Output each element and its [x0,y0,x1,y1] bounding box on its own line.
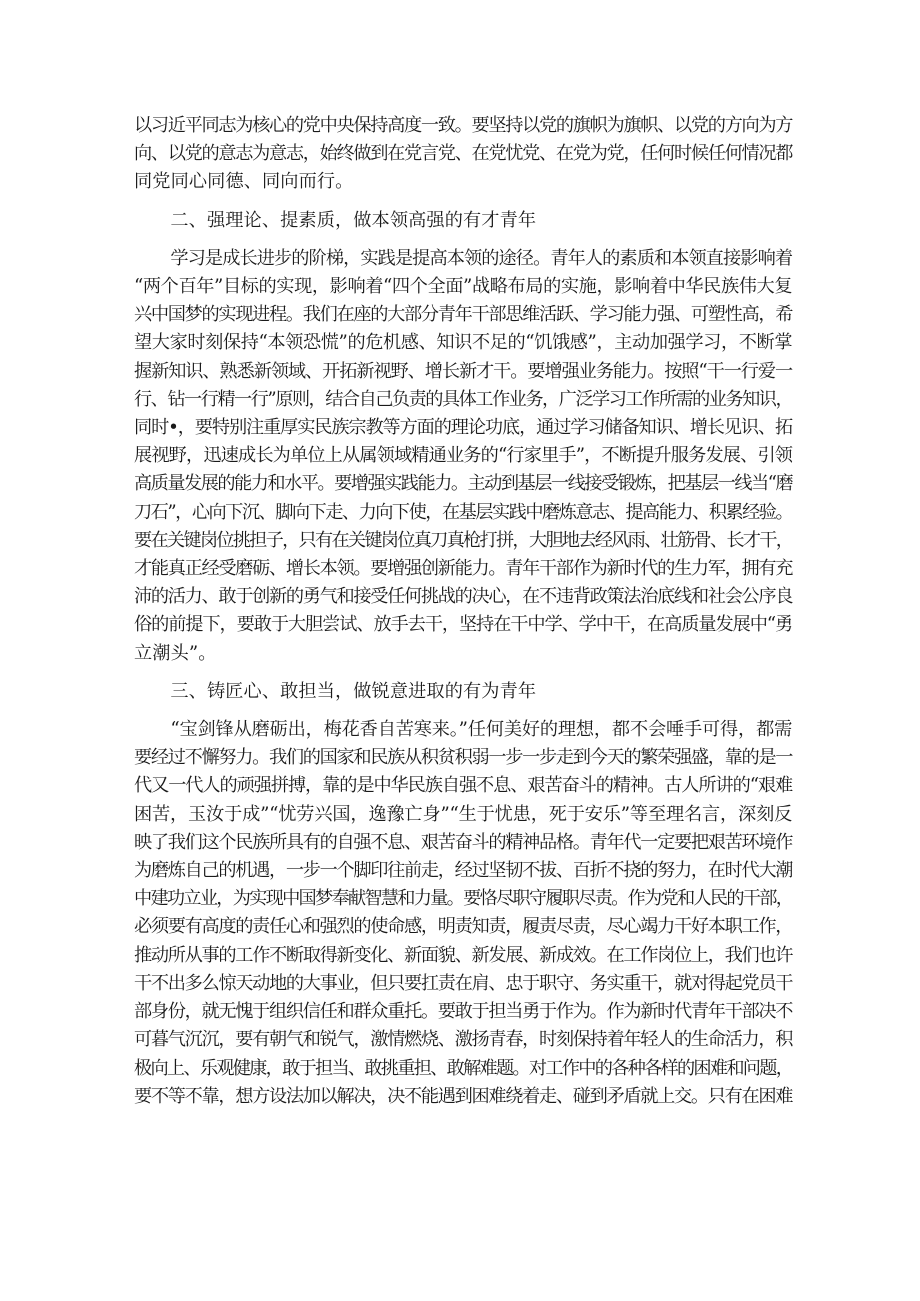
text-line: 可暮气沉沉，要有朝气和锐气，激情燃烧、激扬青春，时刻保持着年轻人的生命活力，积 [134,1029,792,1051]
section-heading-2: 二、强理论、提素质，做本领高强的有才青年 [170,209,537,231]
text-line: 困苦，玉汝于成”“忧劳兴国，逸豫亡身”“生于忧患，死于安乐”等至理名言，深刻反 [134,803,792,825]
text-line: 行、钻一行精一行”原则，结合自己负责的具体工作业务，广泛学习工作所需的业务知识， [134,388,792,410]
text-line: 握新知识、熟悉新领域、开拓新视野、增长新才干。要增强业务能力。按照“干一行爱一 [134,360,792,382]
text-line: 刀石”，心向下沉、脚向下走、力向下使，在基层实践中磨炼意志、提高能力、积累经验。 [134,501,792,523]
text-line: “两个百年”目标的实现，影响着“四个全面”战略布局的实施，影响着中华民族伟大复 [134,276,792,298]
paragraph-1 [134,112,792,197]
section-heading-3: 三、铸匠心、敢担当，做锐意进取的有为青年 [170,680,537,702]
text-line: “宝剑锋从磨砺出，梅花香自苦寒来。”任何美好的理想，都不会唾手可得，都需 [170,719,792,741]
text-line: 中建功立业，为实现中国梦奉献智慧和力量。要恪尽职守履职尽责。作为党和人民的干部， [134,888,792,910]
text-line: 同党同心同德、同向而行。 [134,171,354,193]
text-line: 极向上、乐观健康，敢于担当、敢挑重担、敢解难题。对工作中的各种各样的困难和问题， [134,1057,792,1079]
paragraph-2 [134,245,792,668]
text-line: 代又一代人的顽强拼搏，靠的是中华民族自强不息、艰苦奋斗的精神。古人所讲的“艰难 [134,775,792,797]
text-line: 以习近平同志为核心的党中央保持高度一致。要坚持以党的旗帜为旗帜、以党的方向为方 [134,115,792,136]
paragraph-3 [134,716,792,1111]
text-line: 展视野，迅速成长为单位上从属领域精通业务的“行家里手”，不断提升服务发展、引领 [134,445,792,467]
text-line: 才能真正经受磨砺、增长本领。要增强创新能力。青年干部作为新时代的生力军，拥有充 [134,558,792,580]
text-line: 同时•，要特别注重厚实民族宗教等方面的理论功底，通过学习储备知识、增长见识、拓 [134,417,792,439]
text-line: 为磨炼自己的机遇，一步一个脚印往前走，经过坚韧不拔、百折不挠的努力，在时代大潮 [134,860,792,882]
text-line: 部身份，就无愧于组织信任和群众重托。要敢于担当勇于作为。作为新时代青年干部决不 [134,1001,792,1023]
text-line: 兴中国梦的实现进程。我们在座的大部分青年干部思维活跃、学习能力强、可塑性高，希 [134,304,792,326]
text-line: 推动所从事的工作不断取得新变化、新面貌、新发展、新成效。在工作岗位上，我们也许 [134,944,792,966]
text-line: 要在关键岗位挑担子，只有在关键岗位真刀真枪打拼，大胆地去经风雨、壮筋骨、长才干， [134,529,792,551]
text-line: 俗的前提下，要敢于大胆尝试、放手去干，坚持在干中学、学中干，在高质量发展中“勇 [134,614,792,636]
text-line: 学习是成长进步的阶梯，实践是提高本领的途径。青年人的素质和本领直接影响着 [170,247,792,269]
text-line: 望大家时刻保持“本领恐慌”的危机感、知识不足的“饥饿感”，主动加强学习，不断掌 [134,332,792,354]
text-line: 高质量发展的能力和水平。要增强实践能力。主动到基层一线接受锻炼，把基层一线当“磨 [134,473,792,495]
text-line: 要经过不懈努力。我们的国家和民族从积贫积弱一步一步走到今天的繁荣强盛，靠的是一 [134,747,792,769]
text-line: 干不出多么惊天动地的大事业，但只要扛责在肩、忠于职守、务实重干，就对得起党员干 [134,972,792,994]
text-line: 映了我们这个民族所具有的自强不息、艰苦奋斗的精神品格。青年代一定要把艰苦环境作 [134,831,792,853]
text-line: 必须要有高度的责任心和强烈的使命感，明责知责，履责尽责，尽心竭力干好本职工作， [134,916,792,938]
text-line: 沛的活力、敢于创新的勇气和接受任何挑战的决心，在不违背政策法治底线和社会公序良 [134,586,792,608]
document-page [134,112,792,1121]
text-line: 要不等不靠，想方设法加以解决，决不能遇到困难绕着走、碰到矛盾就上交。只有在困难 [134,1085,792,1107]
text-line: 向、以党的意志为意志，始终做到在党言党、在党忧党、在党为党，任何时候任何情况都 [134,143,792,165]
text-line: 立潮头”。 [134,642,217,664]
